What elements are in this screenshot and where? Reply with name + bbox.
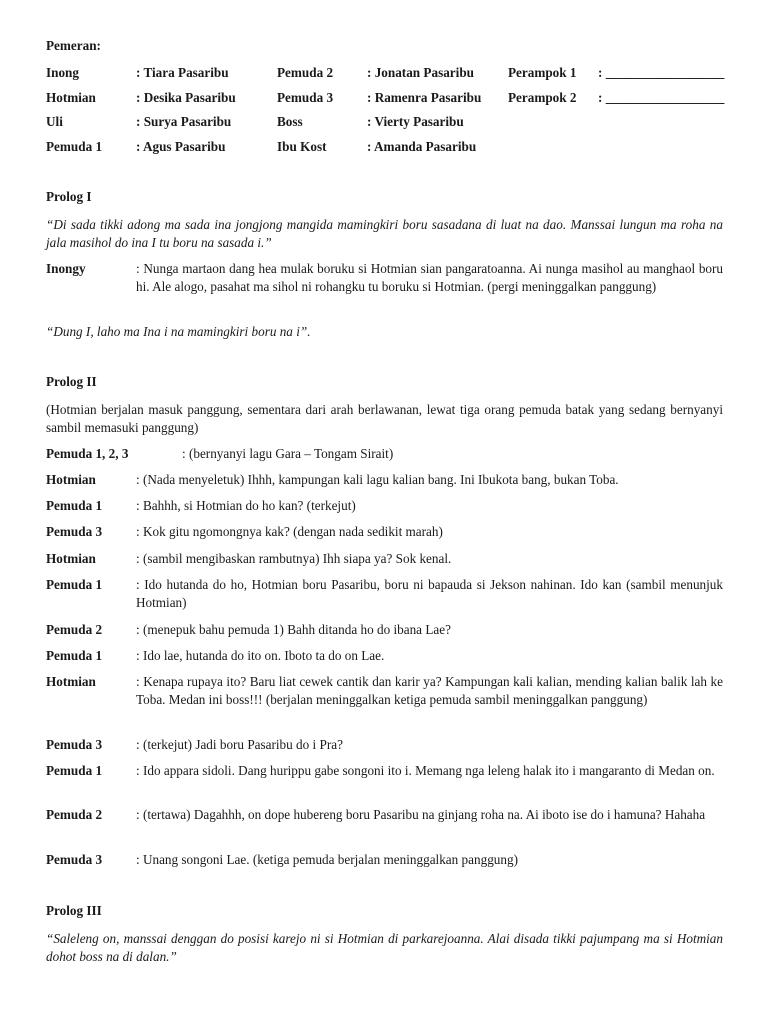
cast-role: Boss [277,114,303,129]
dialog-line [46,497,723,515]
cast-role: Perampok 1 [508,65,577,80]
dialog-text: : (bernyanyi lagu Gara – Tongam Sirait) [182,446,394,461]
speaker-name: Pemuda 3 [46,524,103,539]
dialog-line [46,762,723,780]
cast-actor: : Jonatan Pasaribu [367,65,474,80]
dialog-line [46,471,723,489]
dialog-text: : Ido lae, hutanda do ito on. Iboto ta do on Lae. [136,648,385,663]
dialog-text: : Kenapa rupaya ito? Baru liat cewek cantik dan karir ya? Kampungan kali kalian, mending kalian balik lah ke Toba. Medan ini boss!!! (berjalan meninggalkan ketiga pemuda sambil meninggalkan panggung) [136,674,723,707]
dialog-text: : (tertawa) Dagahhh, on dope hubereng boru Pasaribu na ginjang roha na. Ai iboto ise do i hamuna? Hahaha [136,807,706,822]
cast-actor: : Ramenra Pasaribu [367,90,482,105]
prolog3-narration: “Saleleng on, manssai denggan do posisi karejo ni si Hotmian di parkarejoanna. Alai disada tikki pajumpang ma si Hotmian dohot boss na di dalan.” [46,931,723,964]
cast-role: Hotmian [46,90,96,105]
cast-role: Perampok 2 [508,90,577,105]
dialog-line [46,621,723,639]
cast-actor: : Surya Pasaribu [136,114,232,129]
prolog3-heading: Prolog III [46,903,102,918]
speaker-name: Hotmian [46,551,96,566]
speaker-name: Pemuda 2 [46,807,103,822]
dialog-text: : Kok gitu ngomongnya kak? (dengan nada sedikit marah) [136,524,443,539]
prolog1-closing: “Dung I, laho ma Ina i na mamingkiri boru na i”. [46,324,311,339]
speaker-name: Pemuda 3 [46,737,103,752]
cast-heading: Pemeran: [46,38,101,53]
cast-actor: : Tiara Pasaribu [136,65,229,80]
dialog-text: : (terkejut) Jadi boru Pasaribu do i Pra? [136,737,343,752]
prolog2-stage-direction: (Hotmian berjalan masuk panggung, sementara dari arah berlawanan, lewat tiga orang pemuda batak yang sedang bernyanyi sambil memasuki panggung) [46,402,723,435]
dialog-line [46,523,723,541]
dialog-line [46,260,723,296]
speaker-name: Pemuda 2 [46,622,103,637]
dialog-line [46,806,723,824]
dialog-line [46,576,723,612]
cast-actor: : Desika Pasaribu [136,90,236,105]
speaker-name: Hotmian [46,674,96,689]
dialog-text: : Bahhh, si Hotmian do ho kan? (terkejut) [136,498,356,513]
cast-role: Pemuda 2 [277,65,334,80]
prolog1-narration: “Di sada tikki adong ma sada ina jongjong mangida mamingkiri boru sasadana di luat na dao. Manssai lungun ma roha na jala masihol do ina I tu boru na sasada i.” [46,217,723,250]
dialog-text: : Ido appara sidoli. Dang hurippu gabe songoni ito i. Memang nga leleng halak ito i mangaranto di Medan on. [136,763,715,778]
dialog-text: : (Nada menyeletuk) Ihhh, kampungan kali lagu kalian bang. Ini Ibukota bang, bukan Toba. [136,472,619,487]
cast-actor: : __________________ [598,90,725,105]
cast-actor: : __________________ [598,65,725,80]
cast-actor: : Agus Pasaribu [136,139,226,154]
speaker-name: Pemuda 1 [46,498,103,513]
speaker-name: Pemuda 1 [46,648,103,663]
cast-table [46,65,723,165]
speaker-name: Hotmian [46,472,96,487]
dialog-text: : (menepuk bahu pemuda 1) Bahh ditanda ho do ibana Lae? [136,622,451,637]
dialog-line [46,550,723,568]
dialog-line [46,445,723,463]
cast-role: Pemuda 3 [277,90,334,105]
speaker-name: Inongy [46,261,86,276]
speaker-name: Pemuda 1 [46,577,103,592]
dialog-line [46,647,723,665]
cast-actor: : Amanda Pasaribu [367,139,477,154]
cast-role: Inong [46,65,79,80]
prolog1-heading: Prolog I [46,189,92,204]
dialog-text: : (sambil mengibaskan rambutnya) Ihh siapa ya? Sok kenal. [136,551,452,566]
dialog-line [46,736,723,754]
cast-role: Uli [46,114,63,129]
dialog-text: : Unang songoni Lae. (ketiga pemuda berjalan meninggalkan panggung) [136,852,518,867]
cast-role: Pemuda 1 [46,139,103,154]
cast-actor: : Vierty Pasaribu [367,114,464,129]
prolog2-heading: Prolog II [46,374,97,389]
cast-role: Ibu Kost [277,139,327,154]
dialog-text: : Nunga martaon dang hea mulak boruku si Hotmian sian pangaratoanna. Ai nunga masihol au manghaol boru hi. Ale alogo, pasahat ma sihol ni rohangku tu boruku si Hotmian. (pergi meninggalkan panggung) [136,261,723,294]
dialog-line [46,673,723,709]
speaker-name: Pemuda 3 [46,852,103,867]
dialog-text: : Ido hutanda do ho, Hotmian boru Pasaribu, boru ni bapauda si Jekson nahinan. Ido kan (sambil menunjuk Hotmian) [136,577,723,610]
speaker-name: Pemuda 1 [46,763,103,778]
dialog-line [46,851,723,869]
speaker-name: Pemuda 1, 2, 3 [46,446,129,461]
